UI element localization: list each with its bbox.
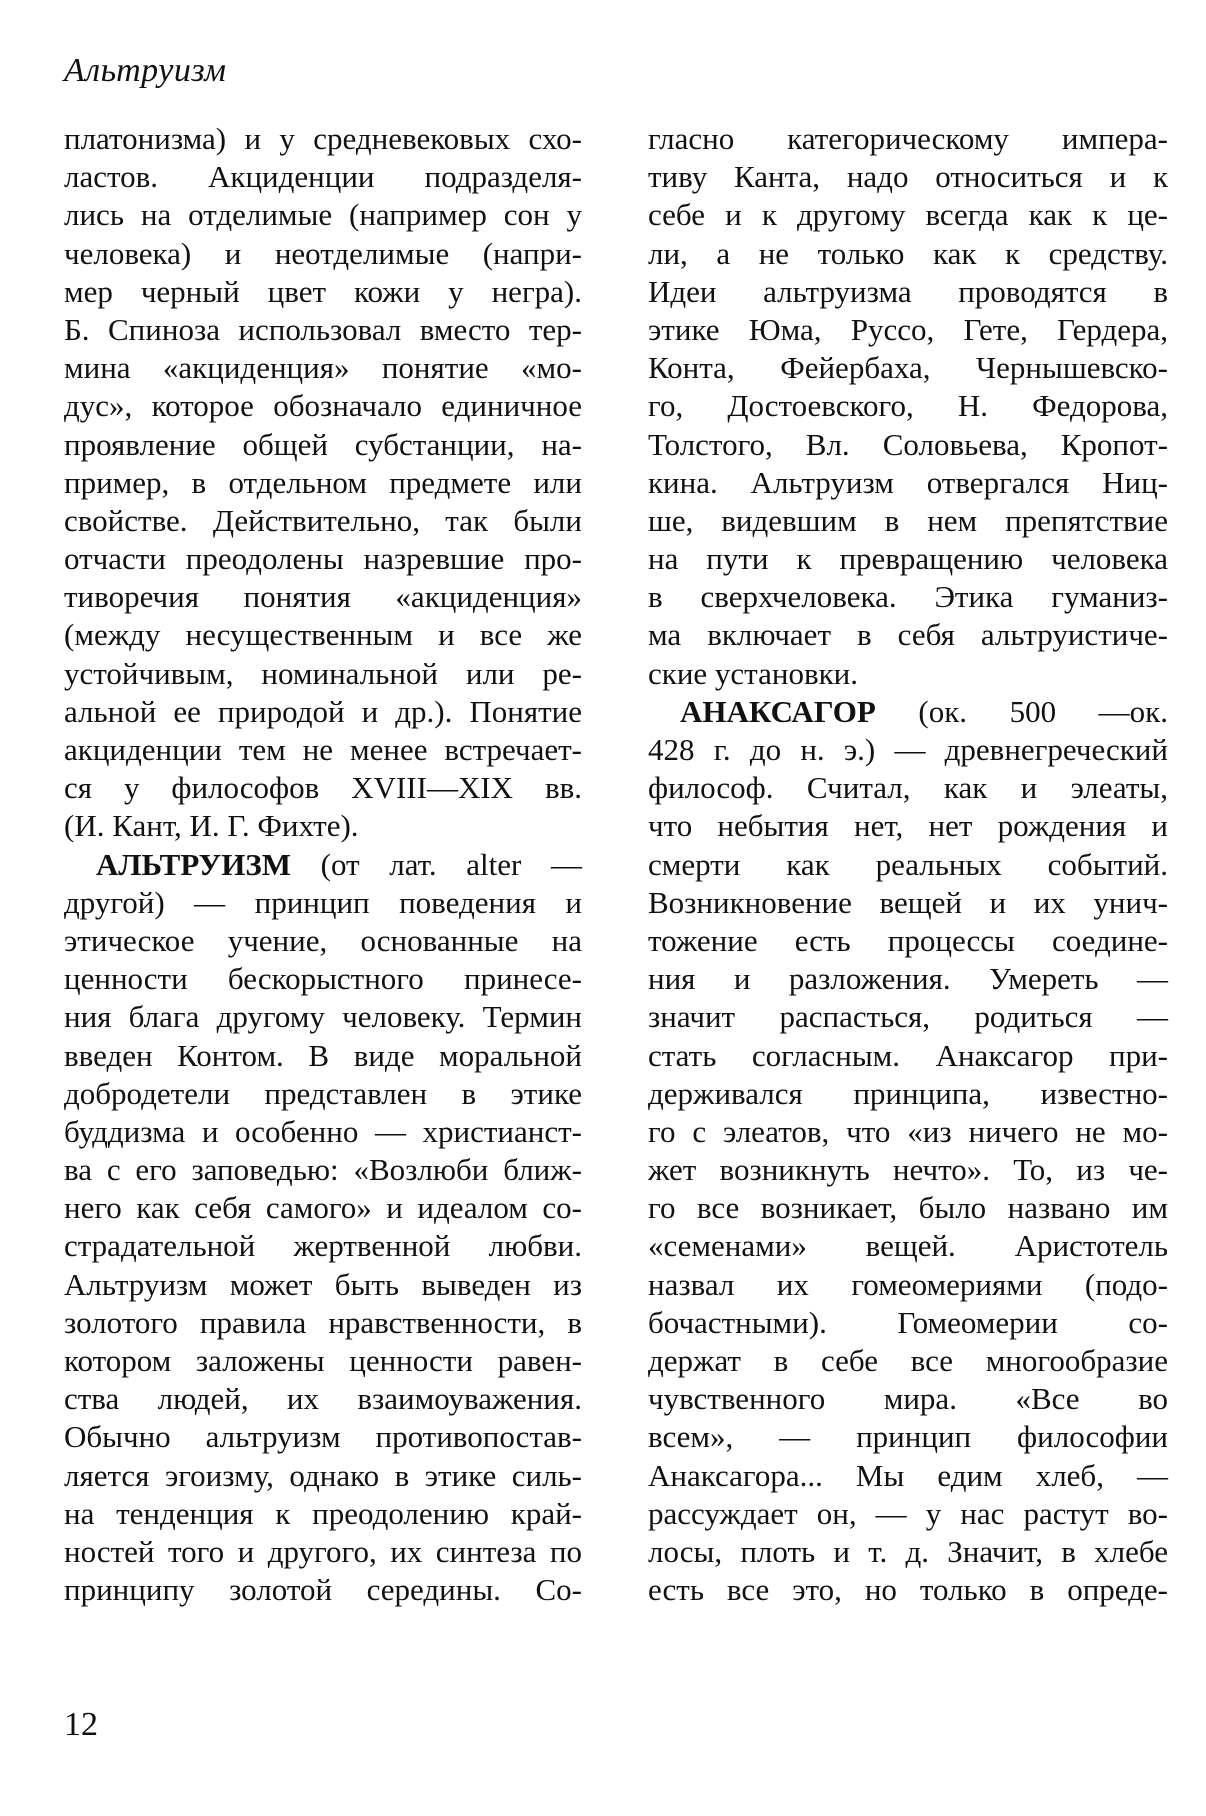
text-line [648,273,1168,311]
text-line [648,1342,1168,1380]
text-line [648,1304,1168,1342]
text-line [64,655,582,693]
line-text: свойстве. Действительно, так были [64,502,582,538]
text-line [648,158,1168,196]
text-line [648,655,1168,693]
text-line [648,502,1168,540]
line-text: устойчивым, номинальной или ре- [64,655,582,691]
text-line [648,540,1168,578]
line-text: Возникновение вещей и их унич- [648,884,1168,920]
text-line [648,235,1168,273]
line-text: Обычно альтруизм противопостав- [64,1419,582,1455]
line-text: ские установки. [648,655,858,691]
text-line [648,1380,1168,1418]
line-text: себе и к другому всегда как к це- [648,197,1168,233]
line-text: страдательной жертвенной любви. [64,1228,582,1264]
line-text: ния и разложения. Умереть — [648,961,1168,997]
text-line [64,1227,582,1265]
text-line [64,349,582,387]
line-text: (от лат. alter — [290,846,582,882]
line-text: «семенами» вещей. Аристотель [648,1228,1168,1264]
line-text: тожение есть процессы соедине- [648,922,1168,958]
line-text: лосы, плоть и т. д. Значит, в хлебе [648,1533,1168,1569]
text-line [64,731,582,769]
text-line [648,1113,1168,1151]
text-line [64,884,582,922]
line-text: на пути к превращению человека [648,541,1168,577]
line-text: го с элеатов, что «из ничего не мо- [648,1113,1168,1149]
page-number: 12 [64,1706,98,1743]
line-text: назвал их гомеомериями (подо- [648,1266,1168,1302]
text-line [64,1113,582,1151]
text-line [648,464,1168,502]
line-text: мина «акциденция» понятие «мо- [64,350,582,386]
line-text: Толстого, Вл. Соловьева, Кропот- [648,426,1168,462]
line-text: Идеи альтруизма проводятся в [648,273,1168,309]
text-line [648,387,1168,425]
line-text: Б. Спиноза использовал вместо тер- [64,311,582,347]
text-line [648,120,1168,158]
text-line [648,1571,1168,1609]
text-line [64,1151,582,1189]
text-line [648,884,1168,922]
text-line [64,540,582,578]
line-text: держивался принципа, известно- [648,1075,1168,1111]
line-text: есть все это, но только в опреде- [648,1572,1168,1608]
line-text: чувственного мира. «Все во [648,1381,1168,1417]
line-text: смерти как реальных событий. [648,846,1168,882]
line-text: ма включает в себя альтруистиче- [648,617,1168,653]
line-text: ства людей, их взаимоуважения. [64,1381,582,1417]
line-text: ва с его заповедью: «Возлюби ближ- [64,1152,582,1188]
line-text: держат в себе все многообразие [648,1343,1168,1378]
line-text: ляется эгоизму, однако в этике силь- [64,1457,582,1493]
line-text: в сверхчеловека. Этика гуманиз- [648,579,1168,615]
text-line [64,1457,582,1495]
line-text: ся у философов XVIII—XIX вв. [64,770,582,806]
text-line [64,1495,582,1533]
line-text: лись на отделимые (например сон у [64,197,582,233]
entry-term: АНАКСАГОР [680,693,876,729]
text-line [64,120,582,158]
line-text: добродетели представлен в этике [64,1075,582,1111]
text-line [64,311,582,349]
line-text: на тенденция к преодолению край- [64,1495,582,1531]
entry-heading-line [64,846,582,884]
text-line [64,1342,582,1380]
text-line [64,1380,582,1418]
line-text: этическое учение, основанные на [64,922,582,958]
line-text: что небытия нет, нет рождения и [648,808,1168,844]
text-line [64,273,582,311]
text-line [64,998,582,1036]
text-line [64,1037,582,1075]
text-line [648,807,1168,845]
line-text: 428 г. до н. э.) — древнегреческий [648,732,1168,767]
line-text: золотого правила нравственности, в [64,1304,582,1340]
line-text: Альтруизм может быть выведен из [64,1266,582,1302]
text-line [64,1571,582,1609]
line-text: платонизма) и у средневековых схо- [64,121,582,156]
line-text: принципу золотой середины. Со- [64,1572,582,1608]
text-line [64,807,582,845]
line-text: проявление общей субстанции, на- [64,426,582,462]
line-text: котором заложены ценности равен- [64,1343,582,1378]
line-text: него как себя самого» и идеалом со- [64,1190,582,1226]
text-line [64,616,582,654]
line-text: (ок. 500 —ок. [875,693,1168,729]
line-text: человека) и неотделимые (напри- [64,235,582,271]
entry-heading-line [648,693,1168,731]
line-text: го все возникает, было названо им [648,1190,1168,1226]
text-line [648,1151,1168,1189]
text-line [64,1075,582,1113]
text-line [648,1533,1168,1571]
text-line [64,235,582,273]
text-line [648,1495,1168,1533]
line-text: ли, а не только как к средству. [648,235,1168,271]
text-line [648,311,1168,349]
line-text: отчасти преодолены назревшие про- [64,541,582,577]
line-text: философ. Считал, как и элеаты, [648,770,1168,806]
right-text-column [648,120,1168,1609]
line-text: ластов. Акциденции подразделя- [64,159,582,195]
line-text: стать согласным. Анаксагор при- [648,1037,1168,1073]
line-text: всем», — принцип философии [648,1419,1168,1455]
running-header: Альтруизм [64,52,227,89]
text-line [648,349,1168,387]
line-text: введен Контом. В виде моральной [64,1037,582,1073]
text-line [64,693,582,731]
line-text: альной ее природой и др.). Понятие [64,693,582,729]
text-line [64,922,582,960]
line-text: мер черный цвет кожи у негра). [64,273,582,309]
text-line [648,960,1168,998]
text-line [64,426,582,464]
text-line [648,616,1168,654]
line-text: тиву Канта, надо относиться и к [648,159,1168,195]
text-line [648,922,1168,960]
text-line [64,578,582,616]
text-line [648,998,1168,1036]
text-line [64,158,582,196]
text-line [64,960,582,998]
line-text: рассуждает он, — у нас растут во- [648,1495,1168,1531]
text-line [648,1266,1168,1304]
text-line [64,1533,582,1571]
text-line [64,1304,582,1342]
line-text: бочастными). Гомеомерии со- [648,1304,1168,1340]
entry-term: АЛЬТРУИЗМ [96,846,291,882]
text-line [64,196,582,234]
line-text: (И. Кант, И. Г. Фихте). [64,808,359,844]
line-text: ния блага другому человеку. Термин [64,999,582,1035]
text-line [648,846,1168,884]
line-text: буддизма и особенно — христианст- [64,1113,582,1149]
text-line [648,426,1168,464]
line-text: ценности бескорыстного принесе- [64,961,582,997]
text-line [648,1418,1168,1456]
line-text: жет возникнуть нечто». То, из че- [648,1152,1168,1188]
text-line [64,502,582,540]
left-text-column [64,120,582,1609]
line-text: го, Достоевского, Н. Федорова, [648,388,1168,424]
text-line [64,1189,582,1227]
text-line [64,464,582,502]
line-text: тиворечия понятия «акциденция» [64,579,582,615]
text-line [648,1457,1168,1495]
text-line [648,731,1168,769]
line-text: другой) — принцип поведения и [64,884,582,920]
line-text: пример, в отдельном предмете или [64,464,582,500]
text-line [648,1075,1168,1113]
text-line [648,769,1168,807]
text-line [64,769,582,807]
line-text: гласно категорическому импера- [648,121,1168,156]
text-line [648,1037,1168,1075]
text-line [648,196,1168,234]
text-line [648,1227,1168,1265]
line-text: ше, видевшим в нем препятствие [648,502,1168,538]
line-text: акциденции тем не менее встречает- [64,732,582,767]
line-text: этике Юма, Руссо, Гете, Гердера, [648,311,1168,347]
line-text: ностей того и другого, их синтеза по [64,1533,582,1569]
line-text: дус», которое обозначало единичное [64,388,582,424]
line-text: Анаксагора... Мы едим хлеб, — [648,1457,1168,1493]
line-text: кина. Альтруизм отвергался Ниц- [648,464,1168,500]
text-line [64,387,582,425]
line-text: (между несущественным и все же [64,617,582,653]
line-text: Конта, Фейербаха, Чернышевско- [648,350,1168,386]
text-line [64,1418,582,1456]
text-line [648,578,1168,616]
text-line [64,1266,582,1304]
line-text: значит распасться, родиться — [648,999,1168,1035]
text-line [648,1189,1168,1227]
